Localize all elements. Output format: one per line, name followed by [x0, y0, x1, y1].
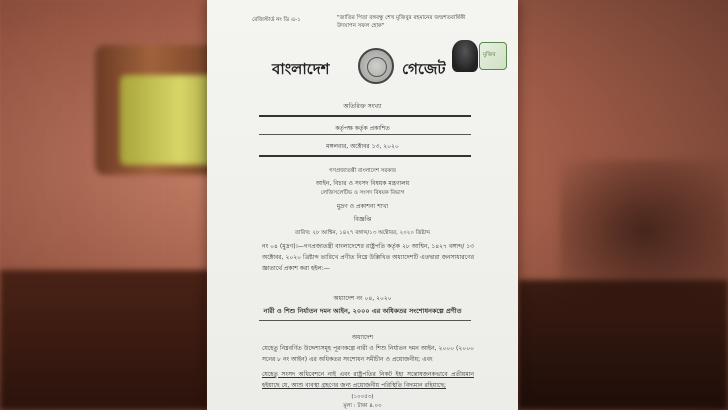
- government-seal-icon: [358, 48, 394, 84]
- divider: [259, 115, 471, 117]
- divider: [259, 155, 471, 157]
- ordinance-number: অধ্যাদেশ নং ০৪, ২০২০: [333, 295, 392, 302]
- published-by: কর্তৃপক্ষ কর্তৃক প্রকাশিত: [335, 125, 390, 132]
- preamble-paragraph-2: যেহেতু সংসদ অধিবেশনে নাই এবং রাষ্ট্রপতির নিকট ইহা সন্তোষজনকভাবে প্রতীয়মান হইয়াছে যে, আশু ব্যবস্থা গ্রহণের জন্য প্রয়োজনীয় পরিস্থিতি বিদ্যমান রহিয়াছে;: [262, 371, 474, 389]
- notice-heading: বিজ্ঞপ্তি: [353, 216, 372, 223]
- ordinance-title: নারী ও শিশু নির্যাতন দমন আইন, ২০০০ এর অধিকতর সংশোধনকল্পে প্রণীত: [263, 307, 462, 315]
- gazette-title-left: বাংলাদেশ: [272, 60, 330, 78]
- publication-date: মঙ্গলবার, অক্টোবর ১৩, ২০২০: [326, 143, 399, 150]
- government-name: গণপ্রজাতন্ত্রী বাংলাদেশ সরকার: [329, 168, 396, 174]
- extra-edition-label: অতিরিক্ত সংখ্যা: [343, 103, 382, 110]
- price: মূল্য : টাকা ৪.০০: [343, 403, 382, 409]
- divider: [259, 320, 471, 321]
- page-number: (১০০৫৩): [351, 394, 374, 400]
- divider: [259, 134, 471, 135]
- notice-date: তারিখ: ২৮ আশ্বিন, ১৪২৭ বঙ্গাব্দ/১৩ অক্টোবর, ২০২০ খ্রিষ্টাব্দ: [294, 230, 431, 236]
- branch-name: মুদ্রণ ও প্রকাশনা শাখা: [336, 203, 389, 210]
- centenary-motto: "জাতির পিতা বঙ্গবন্ধু শেখ মুজিবুর রহমানের জন্মশতবার্ষিকী উদযাপন সফল হোক": [337, 15, 466, 29]
- gazette-title-right: গেজেট: [402, 60, 446, 78]
- gavel-sound-block: [0, 270, 210, 410]
- gazette-document: [207, 0, 518, 410]
- portrait-image: [452, 40, 478, 72]
- mujib-year-logo: মুজিব: [479, 42, 507, 70]
- ordinance-subheading: অধ্যাদেশ: [351, 334, 374, 341]
- registration-number: রেজিস্টার্ড নং ডি এ-১: [252, 17, 301, 23]
- division-name: লেজিসলেটিভ ও সংসদ বিষয়ক বিভাগ: [320, 190, 405, 196]
- background-shadow: [560, 160, 728, 300]
- ministry-name: আইন, বিচার ও সংসদ বিষয়ক মন্ত্রণালয়: [315, 180, 410, 187]
- preamble-paragraph-1: যেহেতু নিম্নবর্ণিত উদ্দেশ্যসমূহ পূরণকল্পে নারী ও শিশু নির্যাতন দমন আইন, ২০০০ (২০০০ সনের ৮ নং আইন) এর অধিকতর সংশোধন সমীচীন ও প্রয়োজনীয়; এবং: [262, 345, 474, 363]
- notice-body: নং ০৪ (মুদ্রণ)।—গণপ্রজাতন্ত্রী বাংলাদেশের রাষ্ট্রপতি কর্তৃক ২৮ আশ্বিন, ১৪২৭ বঙ্গাব্দ/ ১৩ অক্টোবর, ২০২০ খ্রিষ্টাব্দ তারিখে প্রণীত নিম্নে উল্লিখিত অধ্যাদেশটি এতদ্বারা জনসাধারণের জ্ঞাতার্থে প্রকাশ করা হইল:—: [262, 243, 474, 272]
